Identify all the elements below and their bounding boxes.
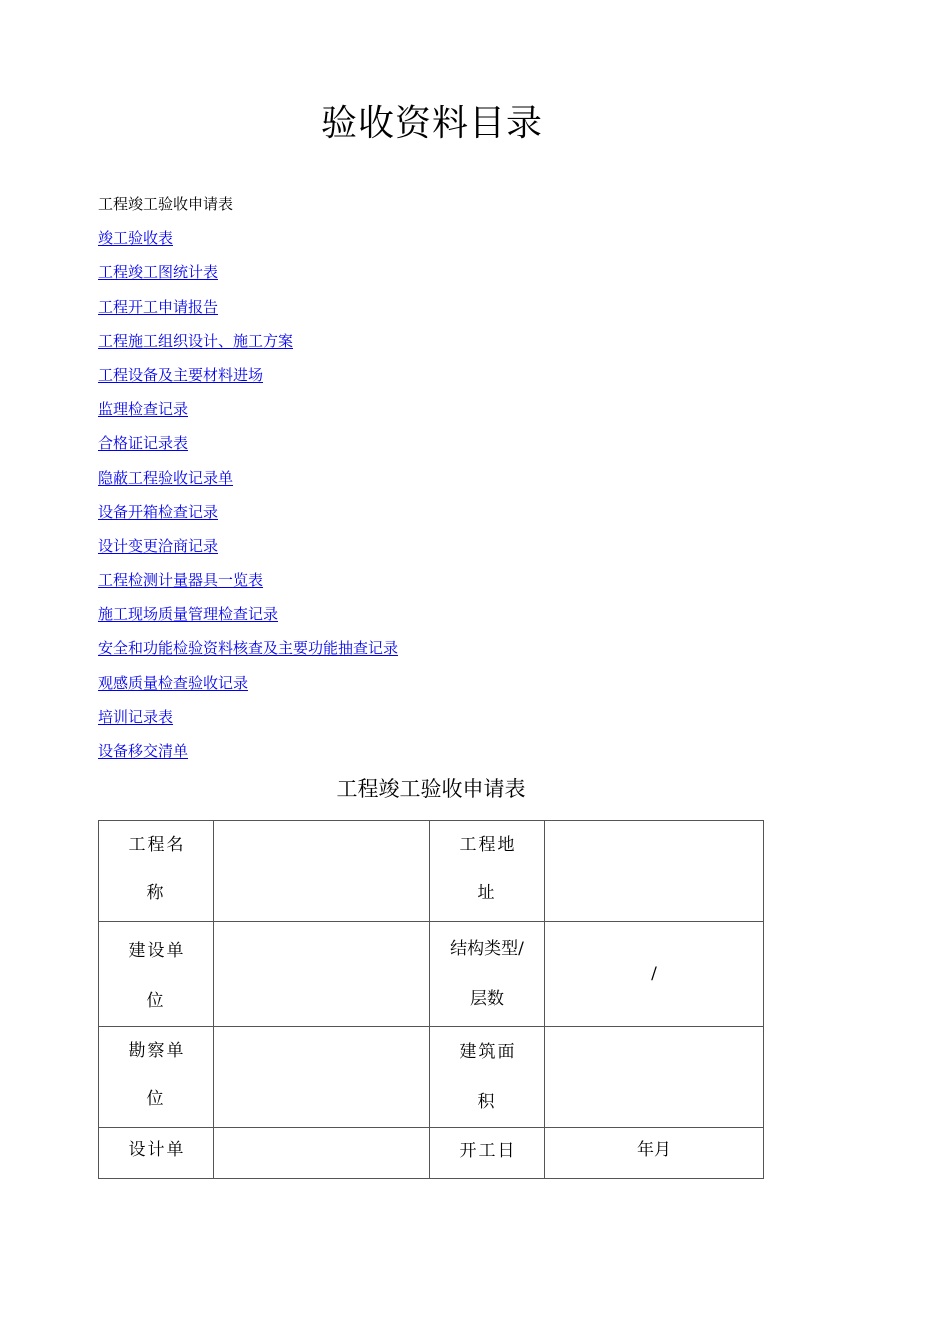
toc-item[interactable]: 观感质量检查验收记录: [98, 673, 249, 692]
table-row: [99, 922, 764, 1027]
toc-list: [98, 190, 398, 771]
toc-item[interactable]: 设备移交清单: [98, 742, 189, 760]
form-value-cell[interactable]: [545, 821, 764, 922]
form-label-cell: [430, 922, 545, 1027]
form-label-cell: [99, 1027, 214, 1128]
form-label-cell: [430, 821, 545, 922]
toc-item: 工程竣工验收申请表: [98, 195, 234, 213]
form-value-cell[interactable]: [214, 1027, 430, 1128]
form-label: 结构类型/层数: [450, 939, 524, 1009]
toc-item[interactable]: 工程检测计量器具一览表: [98, 571, 264, 590]
toc-item[interactable]: 合格证记录表: [98, 434, 189, 453]
toc-item[interactable]: 施工现场质量管理检查记录: [98, 605, 279, 624]
form-label: 设计单: [128, 1140, 186, 1160]
form-value: /: [651, 964, 657, 984]
table-row: [99, 1128, 764, 1179]
toc-item[interactable]: 隐蔽工程验收记录单: [98, 468, 234, 487]
form-label-cell: [99, 922, 214, 1027]
toc-item[interactable]: 竣工验收表: [98, 229, 174, 248]
page-title: 验收资料目录: [320, 103, 543, 144]
form-value: 年月: [637, 1140, 671, 1160]
form-value-cell[interactable]: [214, 1128, 430, 1179]
form-label-cell: [430, 1027, 545, 1128]
form-label: 工程地址: [459, 835, 517, 903]
form-value-cell[interactable]: [214, 821, 430, 922]
acceptance-form-table: [98, 820, 764, 1179]
form-value-cell[interactable]: [214, 922, 430, 1027]
form-label: 勘察单位: [128, 1041, 186, 1109]
form-label: 开工日: [459, 1141, 517, 1161]
form-label-cell: [430, 1128, 545, 1179]
toc-item[interactable]: 培训记录表: [98, 707, 174, 726]
form-label-cell: [99, 1128, 214, 1179]
toc-item[interactable]: 工程设备及主要材料进场: [98, 365, 264, 384]
toc-item[interactable]: 工程开工申请报告: [98, 297, 219, 316]
toc-item[interactable]: 安全和功能检验资料核查及主要功能抽查记录: [98, 639, 399, 658]
toc-item[interactable]: 工程施工组织设计、施工方案: [98, 331, 294, 350]
toc-item[interactable]: 设计变更洽商记录: [98, 536, 219, 555]
form-label: 工程名称: [128, 835, 186, 903]
toc-item[interactable]: 设备开箱检查记录: [98, 502, 219, 521]
toc-item[interactable]: 工程竣工图统计表: [98, 263, 219, 282]
form-value-cell[interactable]: [545, 1128, 764, 1179]
form-label-cell: [99, 821, 214, 922]
toc-item[interactable]: 监理检查记录: [98, 400, 189, 419]
table-row: [99, 1027, 764, 1128]
table-row: [99, 821, 764, 922]
form-title: 工程竣工验收申请表: [336, 777, 526, 801]
form-value-cell[interactable]: [545, 1027, 764, 1128]
form-label: 建筑面积: [459, 1042, 517, 1112]
form-label: 建设单位: [128, 941, 186, 1011]
form-value-cell[interactable]: [545, 922, 764, 1027]
